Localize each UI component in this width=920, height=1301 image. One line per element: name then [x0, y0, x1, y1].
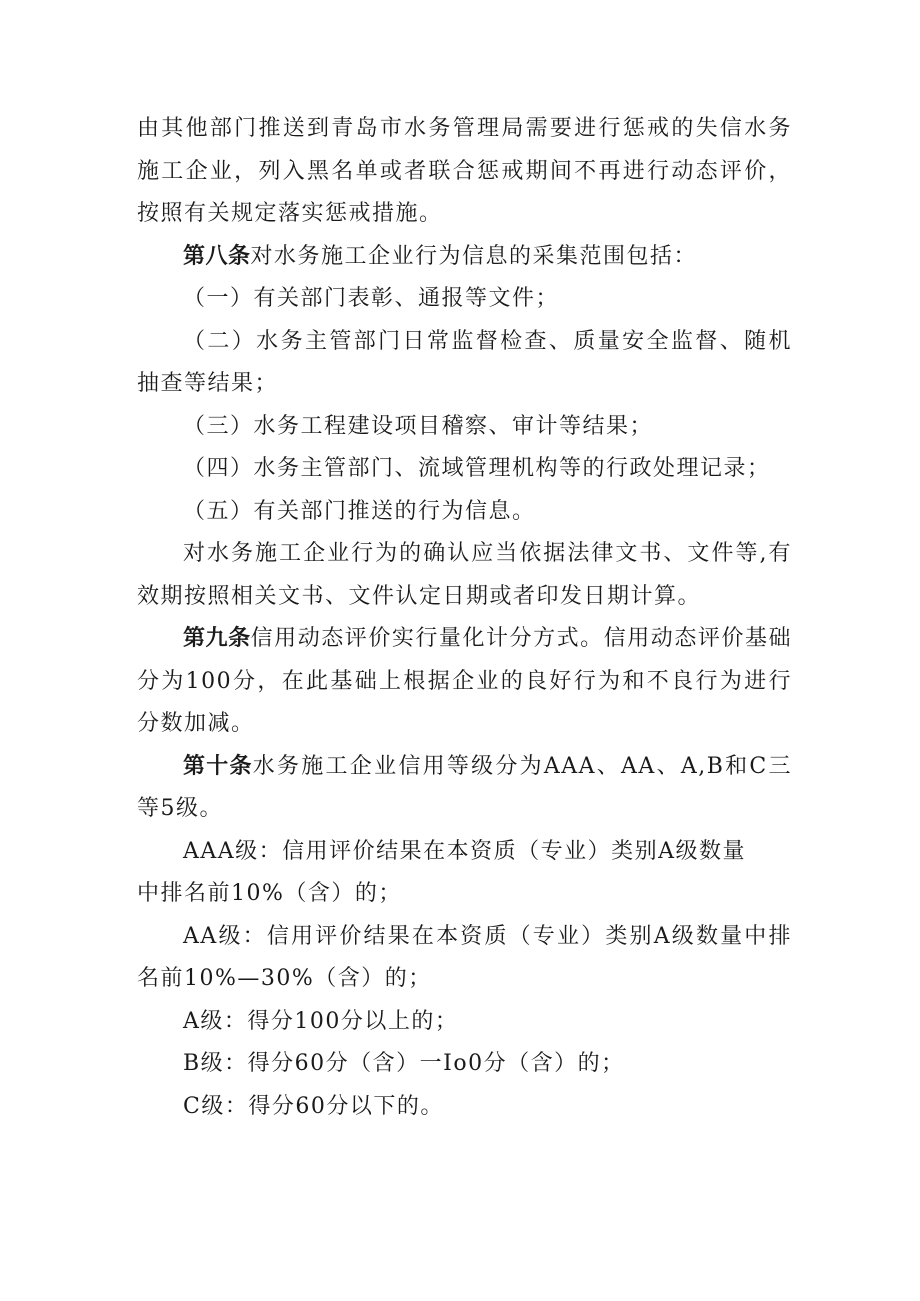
paragraph-blacklist: 由其他部门推送到青岛市水务管理局需要进行惩戒的失信水务施工企业，列入黑名单或者联合惩戒期间不再进行动态评价，按照有关规定落实惩戒措施。 — [137, 116, 792, 226]
article-8-item-1: （一）有关部门表彰、通报等文件； — [183, 286, 560, 311]
article-8-body: 对水务施工企业行为信息的采集范围包括： — [250, 243, 698, 269]
grade-c: C级：得分60分以下的。 — [183, 1093, 444, 1119]
grade-aa: AA级：信用评价结果在本资质（专业）类别A级数量中排名前10%—30%（含）的； — [137, 923, 792, 991]
grade-a: A级：得分100分以上的； — [183, 1008, 459, 1034]
article-8 — [137, 236, 792, 279]
article-8-item-4: （四）水务主管部门、流域管理机构等的行政处理记录； — [183, 456, 771, 481]
document-body — [137, 108, 792, 1128]
article-8-item-3: （三）水务工程建设项目稽察、审计等结果； — [183, 413, 654, 439]
article-8-confirmation: 对水务施工企业行为的确认应当依据法律文书、文件等,有效期按照相关文书、文件认定日期或者印发日期计算。 — [137, 541, 792, 609]
article-9 — [137, 618, 792, 746]
article-10 — [137, 746, 792, 831]
grade-aaa-line-2: 中排名前10%（含）的； — [137, 881, 402, 906]
article-9-title: 第九条 — [183, 626, 251, 651]
article-9-body: 信用动态评价实行量化计分方式。信用动态评价基础分为100分，在此基础上根据企业的良好行为和不良行为进行分数加减。 — [137, 626, 792, 736]
grade-aaa-line-1: AAA级：信用评价结果在本资质（专业）类别A级数量 — [183, 838, 747, 864]
article-8-item-2: （二）水务主管部门日常监督检查、质量安全监督、随机抽查等结果； — [137, 328, 792, 396]
article-8-item-5: （五）有关部门推送的行为信息。 — [183, 498, 536, 524]
grade-b: B级：得分60分（含）一Io0分（含）的； — [183, 1051, 625, 1076]
article-10-title: 第十条 — [183, 753, 253, 779]
article-8-title: 第八条 — [183, 243, 251, 269]
article-10-body: 水务施工企业信用等级分为AAA、AA、A,B和C三等5级。 — [137, 753, 792, 821]
